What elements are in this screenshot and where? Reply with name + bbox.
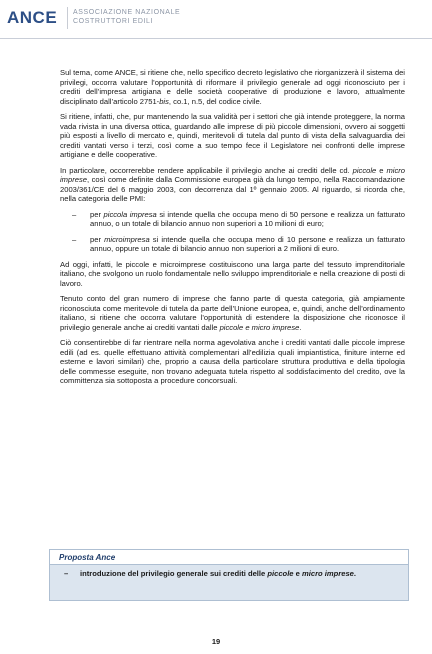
association-name-line2: COSTRUTTORI EDILI [73,18,154,25]
proposta-title: Proposta Ance [59,553,116,562]
association-name [73,8,180,26]
text-run: e [293,569,302,578]
text-run: si intende quella che occupa meno di 10 persone e realizza un fatturato annuo, oppure un totale di bilancio annuo non superiori a 2 milioni di euro. [90,234,405,253]
emphasis: bis [159,96,169,106]
paragraph-2: Si ritiene, infatti, che, pur mantenendo la sua validità per i settori che già intende proteggere, la norma vada rivista in una diversa ottica, guardando alle imprese di più piccole dimensioni, ovvero ai soggetti più esposti a livello di mercato e, quindi, meritevoli di tutela dal punto di vista della salvaguardia dei crediti vantati verso i terzi, così come a suo tempo fece il Legislatore nei confronti delle imprese artigiane e delle cooperative. [60,112,405,159]
list-item [60,210,405,229]
text-run: si intende quella che occupa meno di 50 persone e realizza un fatturato annuo, o un totale di bilancio annuo non superiori a 10 milioni di euro; [90,209,405,228]
emphasis: piccole e micro imprese [219,322,300,332]
text-run: Tenuto conto del gran numero di imprese che fanno parte di questa categoria, già ampiamente riconosciuta come meritevole di tutela da parte dell’Unione europea, e, quindi, anche dell’ordinamento italiano, si ritiene che occorra valutare l’opportunità di estendere la disposizione che riconosce il privilegio generale anche ai crediti vantati dalle [60,294,405,332]
text-run: e [376,165,387,175]
text-run: introduzione del privilegio generale sui crediti delle [80,569,268,578]
text-run: per [90,234,105,244]
paragraph-1 [60,68,405,106]
paragraph-6: Ciò consentirebbe di far rientrare nella norma agevolativa anche i crediti vantati dalle piccole imprese edili (ad es. quelle effettuano attività complementari all’edilizia quali impiantistica, finiture interne ed esterne e lavori similari) che, proprio a causa della particolare struttura produttiva e della tipologia delle commesse eseguite, non trovano adeguata tutela rispetto al soddisfacimento del credito, ove la committenza sia sottoposta a procedure concorsuali. [60,338,405,385]
dash-bullet: – [72,209,77,219]
text-run: , co.1, n.5, del codice civile. [168,96,262,106]
logo-divider [67,7,68,29]
text-run: Sul tema, come ANCE, si ritiene che, nello specifico decreto legislativo che riorganizzerà il sistema dei privilegi, occorra valutare l’opportunità di riformare il privilegio generale ad oggi riconosciuto per i crediti dell’impresa artigiana e delle società cooperative di produzione e lavoro, attualmente disciplinato dall’articolo 2751- [60,68,405,106]
emphasis: piccola impresa [103,209,157,219]
document-body [60,68,405,392]
emphasis: piccole [352,165,377,175]
association-name-line1: ASSOCIAZIONE NAZIONALE [73,9,181,16]
text-run: , così come definite dalla Commissione europea già da lungo tempo, nella Raccomandazione 2003/361/CE del 6 maggio 2003, con decorrenza dal 1º gennaio 2005. Al riguardo, si ricorda che, nella categoria delle PMI: [60,175,405,203]
ance-logo: ANCE [7,8,58,27]
emphasis: micro imprese [301,569,354,578]
emphasis: micro imprese [60,165,405,184]
paragraph-3 [60,166,405,204]
text-run: In particolare, occorrerebbe rendere applicabile il privilegio anche ai crediti delle cd. [60,165,353,175]
text-run: per [90,209,104,219]
proposta-item [64,569,398,579]
proposta-ance-box [49,549,409,601]
list-item [60,235,405,254]
emphasis: piccole [267,569,294,578]
page-header [0,0,432,46]
paragraph-4: Ad oggi, infatti, le piccole e microimprese costituiscono una larga parte del tessuto imprenditoriale italiano, che svolgono un ruolo fondamentale nello sviluppo imprenditoriale e nella creazione di posti di lavoro. [60,259,405,288]
pmi-definition-list [60,210,405,254]
paragraph-5 [60,294,405,332]
dash-bullet: – [64,569,69,578]
header-rule [0,38,432,39]
page-number: 19 [211,637,221,646]
text-run: . [299,322,302,332]
dash-bullet: – [72,234,77,244]
emphasis: microimpresa [104,234,150,244]
text-run: . [353,569,357,578]
